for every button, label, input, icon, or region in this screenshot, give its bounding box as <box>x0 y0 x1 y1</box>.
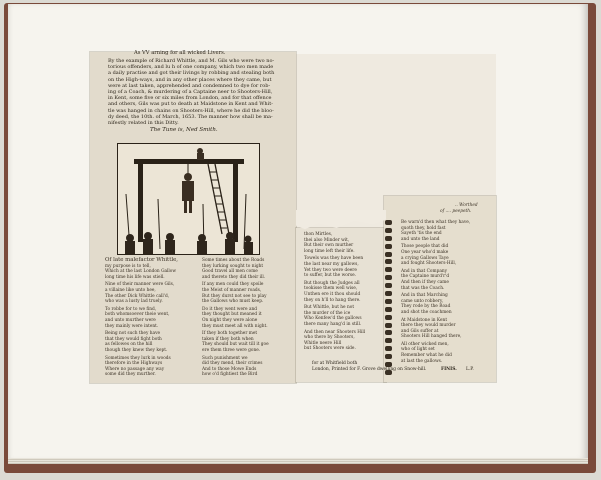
heading-line: and others, Gils was put to death at Maidstone in Kent and Whit- <box>108 101 273 108</box>
verse-line: Where no passage any way <box>105 366 165 372</box>
heading-line: tle was hanged in chains on Shooters-Hill, where he did the bloo- <box>108 107 274 114</box>
verse-line: they thought but meaned it <box>202 312 262 318</box>
verse-line: who was a lusty lad truely. <box>105 299 163 305</box>
verse-line: who there by Shooters, <box>304 335 355 341</box>
verse-line: Being not such they have <box>105 331 161 337</box>
verse-line: they on h'll to hang there. <box>304 297 361 303</box>
verse-line: If they both together met <box>202 331 258 337</box>
colophon-line-1: for at Whitfield both <box>312 361 358 366</box>
verse-line: the Meist of manner roads, <box>202 287 262 293</box>
verse-line: and unto murther were <box>105 317 156 323</box>
heading-line: dy deed, the 10th. of March, 1653. The manner how shall be ma- <box>108 113 273 120</box>
right-fragment-top-1: .. Worthed <box>455 203 478 208</box>
verse-line: and thereto they did their ill. <box>202 274 266 280</box>
verse-line: And in that Company <box>401 268 448 274</box>
verse-line: and fought Shooters-Hill, <box>401 261 457 267</box>
verse-line: how o'd fightiest the Bird <box>202 372 258 378</box>
verse-line: the Gallows who must keep. <box>202 299 264 305</box>
verse-line: the Captaine murd'r'd <box>401 274 450 280</box>
verse-line: as fellowes on the hill <box>105 342 153 348</box>
heading-line: a daily practise and got their livings by robbing and stealing both <box>108 70 275 77</box>
verse-line: the murder of the ice <box>304 310 351 316</box>
verse-line: taken if they both when <box>202 336 254 342</box>
verse-line: But Whittle, but he not <box>304 305 355 311</box>
verse-line: both whomsoever theie went, <box>105 312 170 318</box>
verse-line: Yet they two were deere <box>304 267 357 273</box>
heading-title: As VV arning for all wicked Livers. <box>134 50 226 56</box>
verse-line: Whitle neere Hill <box>304 340 342 346</box>
verse-line: who of light set <box>401 347 435 353</box>
verse-line: my purpose is to tell, <box>105 263 151 269</box>
verse-line: Which at the last London Gallow <box>105 269 177 275</box>
ballad-column-1 <box>105 258 185 380</box>
verse-line: Unthen ere it thou should <box>304 291 361 297</box>
colophon-imprint: London, Printed for F. Grove dwelling on Snow-hill. <box>312 367 427 372</box>
ornament-column <box>385 220 395 378</box>
verse-line: All other wicked men, <box>401 341 449 347</box>
verse-line: Such punishment we <box>202 355 248 361</box>
heading-line: ing of a Coach, & murdering of a Captaine neer to Shooters-Hill, <box>108 89 273 95</box>
verse-line: They rode by the Road <box>401 304 451 310</box>
verse-line: At Maidstone in Kent <box>401 317 448 323</box>
verse-line: and unto the land <box>401 236 440 242</box>
verse-line: long time his life was stiell. <box>105 274 165 280</box>
printer-initials: L.P. <box>466 367 474 372</box>
verse-line: and Gils suffer at <box>401 328 439 334</box>
page-edges <box>8 458 588 464</box>
verse-line: Shooters Hill hanged there, <box>401 334 462 340</box>
verse-line: some did they murther. <box>105 372 156 378</box>
verse-line: Towels was they have been <box>304 256 364 262</box>
verse-line: Sometimes they lurk in woods <box>105 355 171 361</box>
verse-line: tookisse them well wise, <box>304 286 358 292</box>
verse-line: long time left their life. <box>304 248 355 254</box>
verse-line: Sayeth 'tis the end <box>401 231 442 237</box>
verse-line: at last the gallows. <box>401 358 443 364</box>
verse-line: But their own murther <box>304 243 354 249</box>
verse-line: that was the Coach. <box>401 285 445 291</box>
finis-mark: FINIS. <box>441 367 457 372</box>
verse-line: Do it they went were and <box>202 306 258 312</box>
verse-line: One year who'd make <box>401 249 449 255</box>
ballad-column-4 <box>401 220 493 364</box>
verse-line: quoth they, hold fast <box>401 225 446 231</box>
heading-line: on the High-ways, and in any other places where they came, but <box>108 76 272 83</box>
verse-line: Nine of their manner were Gils, <box>105 282 175 288</box>
verse-line: ere them three were gone. <box>202 347 261 353</box>
verse-line: And in that Marching <box>401 293 448 299</box>
ballad-column-2 <box>202 258 288 380</box>
verse-line: they mainly were intent. <box>105 323 159 329</box>
verse-line: If any men could they spoile <box>202 282 264 288</box>
verse-line: But though the Judges all <box>304 280 360 286</box>
verse-line: but Shooters were side. <box>304 346 356 352</box>
verse-line: Those people that did <box>401 244 449 250</box>
verse-line: that they would fight both <box>105 336 162 342</box>
heading-line: torious offenders, and lu h of one company, which two men made <box>108 64 274 71</box>
verse-line: Some times about the Roads <box>202 258 265 263</box>
heading-line: in Kent, some five or six miles from London, and for that offence <box>108 95 272 102</box>
gallows-woodcut-illustration <box>118 144 259 254</box>
verse-line: Of late malefactor Whittle, <box>105 257 179 263</box>
verse-line: The other Dick Whittle call'd, <box>105 293 170 299</box>
verse-line: they must meet all with night. <box>202 323 268 329</box>
verse-line: And to those Mowe Ends <box>202 366 257 372</box>
verse-line: a crying Gallows Taye <box>401 255 449 261</box>
verse-line: On night they were alone <box>202 317 258 323</box>
verse-line: To robbe for to we find, <box>105 306 157 312</box>
verse-line: They should but wait till it goe <box>202 342 269 348</box>
verse-line: they lurking sought to night <box>202 263 264 269</box>
verse-line: came unto robbery, <box>401 298 444 304</box>
verse-line: there many hang'd in still. <box>304 321 362 327</box>
heading-line: nifestly related in this Ditty. <box>108 120 179 126</box>
verse-line: therefore in the Highways <box>105 361 163 367</box>
verse-line: the last near my gallows, <box>304 261 359 267</box>
verse-line: though they knew they kept. <box>105 347 168 353</box>
verse-line: Remember what he did <box>401 353 452 359</box>
heading-line: were at last taken, apprehended and condemned to dye for rob- <box>108 82 271 89</box>
verse-line: and shot the coachmen <box>401 309 452 315</box>
tune-line: The Tune is, Ned Smith. <box>150 127 218 133</box>
gallows-woodcut <box>117 143 260 255</box>
verse-line: Good travel all men come <box>202 269 258 275</box>
heading-line: By the example of Richard Whittle, and M. Gils who were two no- <box>108 58 275 64</box>
verse-line: And then near Shooters Hill <box>304 329 366 335</box>
verse-line: But they durst not see to play <box>202 293 267 299</box>
verse-line: Who Kenfew'd the gallows <box>304 316 362 322</box>
verse-line: a villaine like unto hee, <box>105 287 156 293</box>
verse-line: thon Mirtles, <box>304 232 333 237</box>
ballad-column-3 <box>304 232 384 358</box>
verse-line: there they would murder <box>401 323 456 329</box>
right-fragment-top-2: of .... peepeth. <box>440 209 472 214</box>
verse-line: did they mend, their crimes <box>202 361 263 367</box>
verse-line: thei also Minder wit, <box>304 237 350 243</box>
verse-line: to suffer, but the worse. <box>304 273 357 279</box>
verse-line: And then if they came <box>401 279 449 285</box>
verse-line: Be warn'd then what they have, <box>401 220 471 225</box>
